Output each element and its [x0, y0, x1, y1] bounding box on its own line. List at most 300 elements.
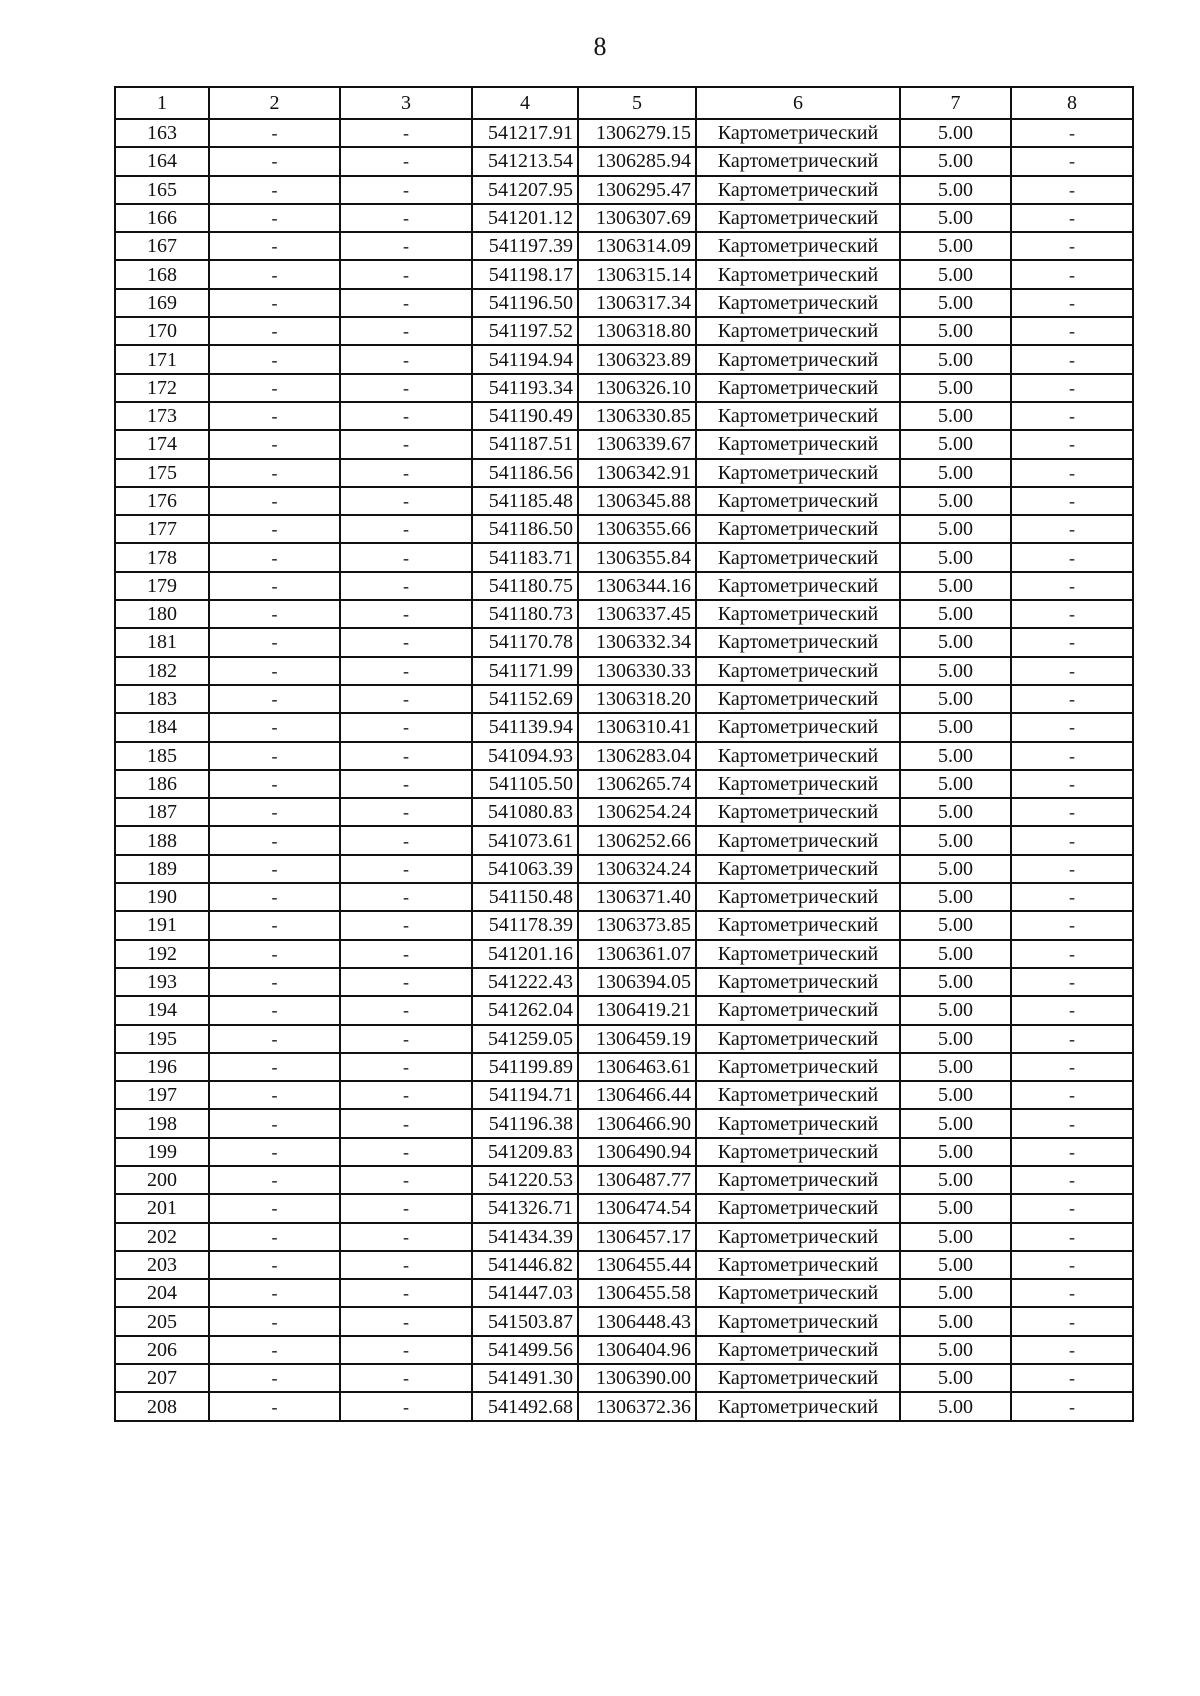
- table-row: [115, 798, 1133, 826]
- table-row: [115, 1025, 1133, 1053]
- x-coordinate-cell: 541193.34: [472, 374, 578, 402]
- point-number-cell: 171: [115, 345, 209, 373]
- accuracy-cell: 5.00: [900, 628, 1011, 656]
- col8-cell: -: [1011, 1279, 1133, 1307]
- accuracy-cell: 5.00: [900, 1392, 1011, 1420]
- col3-cell: -: [340, 940, 472, 968]
- col8-cell: -: [1011, 1336, 1133, 1364]
- y-coordinate-cell: 1306318.20: [578, 685, 696, 713]
- col8-cell: -: [1011, 600, 1133, 628]
- y-coordinate-cell: 1306252.66: [578, 826, 696, 854]
- col8-cell: -: [1011, 657, 1133, 685]
- y-coordinate-cell: 1306390.00: [578, 1364, 696, 1392]
- col3-cell: -: [340, 402, 472, 430]
- accuracy-cell: 5.00: [900, 1194, 1011, 1222]
- col8-cell: -: [1011, 1053, 1133, 1081]
- table-row: [115, 289, 1133, 317]
- table-row: [115, 572, 1133, 600]
- method-cell: Картометрический: [696, 883, 900, 911]
- accuracy-cell: 5.00: [900, 572, 1011, 600]
- point-number-cell: 191: [115, 911, 209, 939]
- accuracy-cell: 5.00: [900, 289, 1011, 317]
- col2-cell: -: [209, 345, 340, 373]
- x-coordinate-cell: 541492.68: [472, 1392, 578, 1420]
- col8-cell: -: [1011, 996, 1133, 1024]
- point-number-cell: 165: [115, 176, 209, 204]
- method-cell: Картометрический: [696, 1138, 900, 1166]
- table-row: [115, 1223, 1133, 1251]
- col8-cell: -: [1011, 855, 1133, 883]
- x-coordinate-cell: 541222.43: [472, 968, 578, 996]
- table-row: [115, 1392, 1133, 1420]
- col2-cell: -: [209, 204, 340, 232]
- y-coordinate-cell: 1306307.69: [578, 204, 696, 232]
- table-row: [115, 430, 1133, 458]
- point-number-cell: 208: [115, 1392, 209, 1420]
- x-coordinate-cell: 541080.83: [472, 798, 578, 826]
- point-number-cell: 186: [115, 770, 209, 798]
- col2-cell: -: [209, 374, 340, 402]
- point-number-cell: 182: [115, 657, 209, 685]
- method-cell: Картометрический: [696, 826, 900, 854]
- accuracy-cell: 5.00: [900, 543, 1011, 571]
- col2-cell: -: [209, 1251, 340, 1279]
- col2-cell: -: [209, 657, 340, 685]
- method-cell: Картометрический: [696, 402, 900, 430]
- y-coordinate-cell: 1306355.84: [578, 543, 696, 571]
- accuracy-cell: 5.00: [900, 1364, 1011, 1392]
- x-coordinate-cell: 541194.71: [472, 1081, 578, 1109]
- table-row: [115, 1109, 1133, 1137]
- point-number-cell: 194: [115, 996, 209, 1024]
- accuracy-cell: 5.00: [900, 204, 1011, 232]
- y-coordinate-cell: 1306455.44: [578, 1251, 696, 1279]
- point-number-cell: 201: [115, 1194, 209, 1222]
- accuracy-cell: 5.00: [900, 1279, 1011, 1307]
- x-coordinate-cell: 541197.39: [472, 232, 578, 260]
- point-number-cell: 163: [115, 119, 209, 147]
- col3-cell: -: [340, 657, 472, 685]
- x-coordinate-cell: 541073.61: [472, 826, 578, 854]
- point-number-cell: 198: [115, 1109, 209, 1137]
- accuracy-cell: 5.00: [900, 968, 1011, 996]
- point-number-cell: 179: [115, 572, 209, 600]
- y-coordinate-cell: 1306404.96: [578, 1336, 696, 1364]
- y-coordinate-cell: 1306419.21: [578, 996, 696, 1024]
- col2-cell: -: [209, 798, 340, 826]
- table-row: [115, 147, 1133, 175]
- point-number-cell: 189: [115, 855, 209, 883]
- accuracy-cell: 5.00: [900, 176, 1011, 204]
- table-row: [115, 657, 1133, 685]
- accuracy-cell: 5.00: [900, 1081, 1011, 1109]
- col3-cell: -: [340, 176, 472, 204]
- y-coordinate-cell: 1306283.04: [578, 742, 696, 770]
- method-cell: Картометрический: [696, 345, 900, 373]
- x-coordinate-cell: 541183.71: [472, 543, 578, 571]
- col2-cell: -: [209, 1223, 340, 1251]
- method-cell: Картометрический: [696, 459, 900, 487]
- page-number: 8: [593, 32, 607, 61]
- accuracy-cell: 5.00: [900, 487, 1011, 515]
- accuracy-cell: 5.00: [900, 685, 1011, 713]
- col8-cell: -: [1011, 1194, 1133, 1222]
- col8-cell: -: [1011, 770, 1133, 798]
- point-number-cell: 199: [115, 1138, 209, 1166]
- col3-cell: -: [340, 883, 472, 911]
- table-row: [115, 1138, 1133, 1166]
- x-coordinate-cell: 541186.50: [472, 515, 578, 543]
- table-row: [115, 1053, 1133, 1081]
- col3-cell: -: [340, 798, 472, 826]
- column-header: 8: [1011, 87, 1133, 119]
- x-coordinate-cell: 541180.75: [472, 572, 578, 600]
- accuracy-cell: 5.00: [900, 119, 1011, 147]
- method-cell: Картометрический: [696, 713, 900, 741]
- method-cell: Картометрический: [696, 1194, 900, 1222]
- x-coordinate-cell: 541187.51: [472, 430, 578, 458]
- table-row: [115, 770, 1133, 798]
- col2-cell: -: [209, 515, 340, 543]
- col2-cell: -: [209, 713, 340, 741]
- point-number-cell: 178: [115, 543, 209, 571]
- x-coordinate-cell: 541186.56: [472, 459, 578, 487]
- col2-cell: -: [209, 600, 340, 628]
- point-number-cell: 174: [115, 430, 209, 458]
- x-coordinate-cell: 541499.56: [472, 1336, 578, 1364]
- col2-cell: -: [209, 1392, 340, 1420]
- col3-cell: -: [340, 515, 472, 543]
- x-coordinate-cell: 541150.48: [472, 883, 578, 911]
- col2-cell: -: [209, 402, 340, 430]
- col3-cell: -: [340, 911, 472, 939]
- method-cell: Картометрический: [696, 572, 900, 600]
- col2-cell: -: [209, 317, 340, 345]
- col2-cell: -: [209, 770, 340, 798]
- x-coordinate-cell: 541196.38: [472, 1109, 578, 1137]
- point-number-cell: 203: [115, 1251, 209, 1279]
- accuracy-cell: 5.00: [900, 260, 1011, 288]
- method-cell: Картометрический: [696, 657, 900, 685]
- method-cell: Картометрический: [696, 543, 900, 571]
- x-coordinate-cell: 541326.71: [472, 1194, 578, 1222]
- accuracy-cell: 5.00: [900, 1166, 1011, 1194]
- table-row: [115, 826, 1133, 854]
- point-number-cell: 181: [115, 628, 209, 656]
- y-coordinate-cell: 1306373.85: [578, 911, 696, 939]
- col3-cell: -: [340, 147, 472, 175]
- point-number-cell: 180: [115, 600, 209, 628]
- method-cell: Картометрический: [696, 119, 900, 147]
- table-row: [115, 543, 1133, 571]
- table-row: [115, 459, 1133, 487]
- col3-cell: -: [340, 345, 472, 373]
- method-cell: Картометрический: [696, 430, 900, 458]
- col2-cell: -: [209, 1336, 340, 1364]
- table-row: [115, 1251, 1133, 1279]
- col8-cell: -: [1011, 940, 1133, 968]
- method-cell: Картометрический: [696, 260, 900, 288]
- col3-cell: -: [340, 289, 472, 317]
- point-number-cell: 193: [115, 968, 209, 996]
- method-cell: Картометрический: [696, 176, 900, 204]
- col8-cell: -: [1011, 968, 1133, 996]
- y-coordinate-cell: 1306317.34: [578, 289, 696, 317]
- col3-cell: -: [340, 374, 472, 402]
- y-coordinate-cell: 1306323.89: [578, 345, 696, 373]
- y-coordinate-cell: 1306315.14: [578, 260, 696, 288]
- point-number-cell: 204: [115, 1279, 209, 1307]
- point-number-cell: 184: [115, 713, 209, 741]
- col2-cell: -: [209, 855, 340, 883]
- col8-cell: -: [1011, 1166, 1133, 1194]
- method-cell: Картометрический: [696, 940, 900, 968]
- x-coordinate-cell: 541209.83: [472, 1138, 578, 1166]
- accuracy-cell: 5.00: [900, 317, 1011, 345]
- x-coordinate-cell: 541434.39: [472, 1223, 578, 1251]
- y-coordinate-cell: 1306344.16: [578, 572, 696, 600]
- column-header: 6: [696, 87, 900, 119]
- point-number-cell: 173: [115, 402, 209, 430]
- method-cell: Картометрический: [696, 798, 900, 826]
- table-row: [115, 232, 1133, 260]
- col3-cell: -: [340, 1336, 472, 1364]
- method-cell: Картометрический: [696, 1336, 900, 1364]
- col3-cell: -: [340, 1138, 472, 1166]
- point-number-cell: 206: [115, 1336, 209, 1364]
- col3-cell: -: [340, 1251, 472, 1279]
- col8-cell: -: [1011, 289, 1133, 317]
- col3-cell: -: [340, 260, 472, 288]
- col3-cell: -: [340, 685, 472, 713]
- col2-cell: -: [209, 968, 340, 996]
- point-number-cell: 205: [115, 1307, 209, 1335]
- col8-cell: -: [1011, 1364, 1133, 1392]
- col3-cell: -: [340, 1392, 472, 1420]
- col2-cell: -: [209, 487, 340, 515]
- col2-cell: -: [209, 940, 340, 968]
- col3-cell: -: [340, 628, 472, 656]
- col8-cell: -: [1011, 1109, 1133, 1137]
- method-cell: Картометрический: [696, 968, 900, 996]
- col2-cell: -: [209, 685, 340, 713]
- accuracy-cell: 5.00: [900, 1053, 1011, 1081]
- col2-cell: -: [209, 1081, 340, 1109]
- accuracy-cell: 5.00: [900, 1109, 1011, 1137]
- col2-cell: -: [209, 996, 340, 1024]
- col3-cell: -: [340, 1223, 472, 1251]
- y-coordinate-cell: 1306463.61: [578, 1053, 696, 1081]
- point-number-cell: 197: [115, 1081, 209, 1109]
- col8-cell: -: [1011, 543, 1133, 571]
- y-coordinate-cell: 1306295.47: [578, 176, 696, 204]
- method-cell: Картометрический: [696, 742, 900, 770]
- table-row: [115, 176, 1133, 204]
- method-cell: Картометрический: [696, 600, 900, 628]
- accuracy-cell: 5.00: [900, 826, 1011, 854]
- col2-cell: -: [209, 742, 340, 770]
- col2-cell: -: [209, 232, 340, 260]
- y-coordinate-cell: 1306490.94: [578, 1138, 696, 1166]
- col8-cell: -: [1011, 176, 1133, 204]
- x-coordinate-cell: 541259.05: [472, 1025, 578, 1053]
- method-cell: Картометрический: [696, 685, 900, 713]
- col3-cell: -: [340, 459, 472, 487]
- point-number-cell: 195: [115, 1025, 209, 1053]
- y-coordinate-cell: 1306459.19: [578, 1025, 696, 1053]
- col3-cell: -: [340, 119, 472, 147]
- accuracy-cell: 5.00: [900, 798, 1011, 826]
- column-header: 7: [900, 87, 1011, 119]
- y-coordinate-cell: 1306394.05: [578, 968, 696, 996]
- table-row: [115, 1279, 1133, 1307]
- col8-cell: -: [1011, 147, 1133, 175]
- point-number-cell: 202: [115, 1223, 209, 1251]
- y-coordinate-cell: 1306337.45: [578, 600, 696, 628]
- column-header: 1: [115, 87, 209, 119]
- accuracy-cell: 5.00: [900, 430, 1011, 458]
- accuracy-cell: 5.00: [900, 515, 1011, 543]
- col2-cell: -: [209, 1194, 340, 1222]
- x-coordinate-cell: 541196.50: [472, 289, 578, 317]
- point-number-cell: 196: [115, 1053, 209, 1081]
- y-coordinate-cell: 1306265.74: [578, 770, 696, 798]
- col8-cell: -: [1011, 798, 1133, 826]
- column-header: 4: [472, 87, 578, 119]
- col8-cell: -: [1011, 883, 1133, 911]
- table-row: [115, 600, 1133, 628]
- col8-cell: -: [1011, 1138, 1133, 1166]
- col8-cell: -: [1011, 317, 1133, 345]
- col8-cell: -: [1011, 260, 1133, 288]
- point-number-cell: 192: [115, 940, 209, 968]
- col8-cell: -: [1011, 402, 1133, 430]
- col3-cell: -: [340, 600, 472, 628]
- point-number-cell: 170: [115, 317, 209, 345]
- accuracy-cell: 5.00: [900, 657, 1011, 685]
- y-coordinate-cell: 1306339.67: [578, 430, 696, 458]
- y-coordinate-cell: 1306474.54: [578, 1194, 696, 1222]
- accuracy-cell: 5.00: [900, 855, 1011, 883]
- method-cell: Картометрический: [696, 1025, 900, 1053]
- point-number-cell: 167: [115, 232, 209, 260]
- accuracy-cell: 5.00: [900, 940, 1011, 968]
- point-number-cell: 176: [115, 487, 209, 515]
- accuracy-cell: 5.00: [900, 1025, 1011, 1053]
- y-coordinate-cell: 1306330.85: [578, 402, 696, 430]
- col2-cell: -: [209, 572, 340, 600]
- table-header-row: [115, 87, 1133, 119]
- col2-cell: -: [209, 1307, 340, 1335]
- table-row: [115, 487, 1133, 515]
- col3-cell: -: [340, 317, 472, 345]
- method-cell: Картометрический: [696, 1053, 900, 1081]
- y-coordinate-cell: 1306310.41: [578, 713, 696, 741]
- table-row: [115, 1364, 1133, 1392]
- col8-cell: -: [1011, 204, 1133, 232]
- accuracy-cell: 5.00: [900, 883, 1011, 911]
- table-row: [115, 204, 1133, 232]
- method-cell: Картометрический: [696, 1223, 900, 1251]
- y-coordinate-cell: 1306342.91: [578, 459, 696, 487]
- col3-cell: -: [340, 1081, 472, 1109]
- y-coordinate-cell: 1306448.43: [578, 1307, 696, 1335]
- x-coordinate-cell: 541262.04: [472, 996, 578, 1024]
- x-coordinate-cell: 541503.87: [472, 1307, 578, 1335]
- method-cell: Картометрический: [696, 232, 900, 260]
- method-cell: Картометрический: [696, 374, 900, 402]
- table-row: [115, 119, 1133, 147]
- table-row: [115, 1307, 1133, 1335]
- col3-cell: -: [340, 572, 472, 600]
- col3-cell: -: [340, 742, 472, 770]
- y-coordinate-cell: 1306285.94: [578, 147, 696, 175]
- x-coordinate-cell: 541213.54: [472, 147, 578, 175]
- y-coordinate-cell: 1306371.40: [578, 883, 696, 911]
- point-number-cell: 207: [115, 1364, 209, 1392]
- col3-cell: -: [340, 1307, 472, 1335]
- method-cell: Картометрический: [696, 1279, 900, 1307]
- col8-cell: -: [1011, 628, 1133, 656]
- col2-cell: -: [209, 260, 340, 288]
- col3-cell: -: [340, 232, 472, 260]
- table-row: [115, 628, 1133, 656]
- y-coordinate-cell: 1306355.66: [578, 515, 696, 543]
- table-row: [115, 1166, 1133, 1194]
- x-coordinate-cell: 541178.39: [472, 911, 578, 939]
- col2-cell: -: [209, 826, 340, 854]
- table-row: [115, 402, 1133, 430]
- col8-cell: -: [1011, 374, 1133, 402]
- table-row: [115, 996, 1133, 1024]
- col8-cell: -: [1011, 1081, 1133, 1109]
- method-cell: Картометрический: [696, 770, 900, 798]
- col8-cell: -: [1011, 826, 1133, 854]
- method-cell: Картометрический: [696, 628, 900, 656]
- col3-cell: -: [340, 1364, 472, 1392]
- col2-cell: -: [209, 628, 340, 656]
- point-number-cell: 177: [115, 515, 209, 543]
- table-row: [115, 883, 1133, 911]
- accuracy-cell: 5.00: [900, 1307, 1011, 1335]
- table-row: [115, 317, 1133, 345]
- col2-cell: -: [209, 1025, 340, 1053]
- point-number-cell: 168: [115, 260, 209, 288]
- y-coordinate-cell: 1306372.36: [578, 1392, 696, 1420]
- method-cell: Картометрический: [696, 911, 900, 939]
- y-coordinate-cell: 1306326.10: [578, 374, 696, 402]
- x-coordinate-cell: 541170.78: [472, 628, 578, 656]
- col2-cell: -: [209, 176, 340, 204]
- col3-cell: -: [340, 855, 472, 883]
- x-coordinate-cell: 541139.94: [472, 713, 578, 741]
- col2-cell: -: [209, 459, 340, 487]
- accuracy-cell: 5.00: [900, 147, 1011, 175]
- y-coordinate-cell: 1306457.17: [578, 1223, 696, 1251]
- accuracy-cell: 5.00: [900, 1138, 1011, 1166]
- col3-cell: -: [340, 1109, 472, 1137]
- col3-cell: -: [340, 204, 472, 232]
- x-coordinate-cell: 541180.73: [472, 600, 578, 628]
- col3-cell: -: [340, 713, 472, 741]
- table-row: [115, 345, 1133, 373]
- col2-cell: -: [209, 1279, 340, 1307]
- coordinates-table: [114, 86, 1134, 1422]
- accuracy-cell: 5.00: [900, 402, 1011, 430]
- col8-cell: -: [1011, 1392, 1133, 1420]
- point-number-cell: 183: [115, 685, 209, 713]
- col2-cell: -: [209, 1138, 340, 1166]
